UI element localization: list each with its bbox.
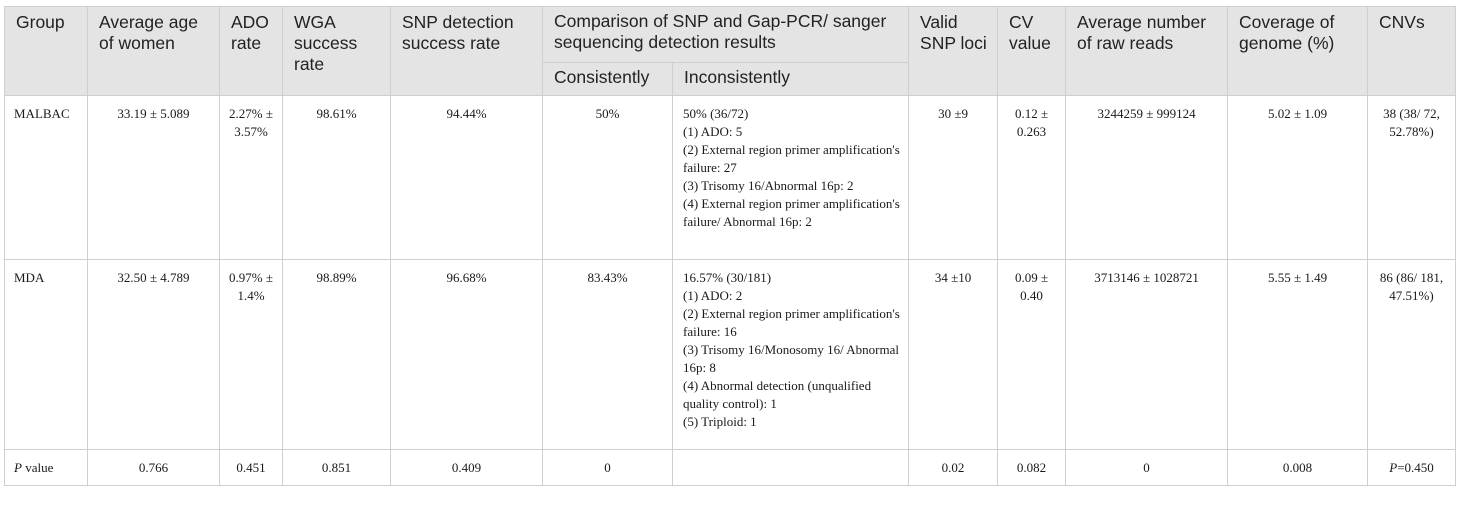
cell-cv: 0.09 ± 0.40 — [998, 260, 1066, 450]
header-snp-detection-rate: SNP detection success rate — [391, 7, 543, 96]
header-group: Group — [5, 7, 88, 96]
cell-wga: 98.89% — [283, 260, 391, 450]
header-wga-success-rate: WGA success rate — [283, 7, 391, 96]
cell-reads: 3244259 ± 999124 — [1066, 96, 1228, 260]
cnvs-p-rest: =0.450 — [1397, 460, 1434, 475]
header-coverage: Coverage of genome (%) — [1228, 7, 1368, 96]
cell-cv: 0.12 ± 0.263 — [998, 96, 1066, 260]
cell-wga: 98.61% — [283, 96, 391, 260]
cell-group: MDA — [5, 260, 88, 450]
p-label-rest: value — [21, 460, 54, 475]
cell-age: 32.50 ± 4.789 — [88, 260, 220, 450]
cell-ado: 0.97% ± 1.4% — [220, 260, 283, 450]
table-container — [4, 6, 1455, 486]
cell-consistently: 0 — [543, 450, 673, 486]
cell-reads: 3713146 ± 1028721 — [1066, 260, 1228, 450]
table-body — [5, 96, 1456, 486]
inconsistency-line: (3) Trisomy 16/Monosomy 16/ Abnormal 16p: 8 — [683, 342, 899, 375]
cell-inconsistently — [673, 260, 909, 450]
inconsistency-line: (1) ADO: 5 — [683, 124, 743, 139]
cell-valid-snp: 34 ±10 — [909, 260, 998, 450]
table-row-mda — [5, 260, 1456, 450]
header-average-age: Average age of women — [88, 7, 220, 96]
header-consistently: Consistently — [543, 63, 673, 96]
inconsistency-line: (4) Abnormal detection (unqualified quality control): 1 — [683, 378, 872, 411]
cell-inconsistently — [673, 96, 909, 260]
cell-coverage: 5.02 ± 1.09 — [1228, 96, 1368, 260]
cell-snp: 94.44% — [391, 96, 543, 260]
cell-cv: 0.082 — [998, 450, 1066, 486]
header-raw-reads: Average number of raw reads — [1066, 7, 1228, 96]
inconsistency-line: (2) External region primer amplification's failure: 27 — [683, 142, 900, 175]
cell-ado: 0.451 — [220, 450, 283, 486]
inconsistency-line: (5) Triploid: 1 — [683, 414, 757, 429]
header-comparison: Comparison of SNP and Gap-PCR/ sanger sequencing detection results — [543, 7, 909, 63]
p-italic: P — [14, 460, 22, 475]
header-inconsistently: Inconsistently — [673, 63, 909, 96]
table-row-malbac — [5, 96, 1456, 260]
table-row-p-value — [5, 450, 1456, 486]
inconsistency-line: 50% (36/72) — [683, 106, 749, 121]
inconsistency-line: 16.57% (30/181) — [683, 270, 772, 285]
header-cv-value: CV value — [998, 7, 1066, 96]
inconsistency-line: (2) External region primer amplification's failure: 16 — [683, 306, 900, 339]
cell-consistently: 50% — [543, 96, 673, 260]
cell-snp: 0.409 — [391, 450, 543, 486]
cell-coverage: 0.008 — [1228, 450, 1368, 486]
cell-valid-snp: 0.02 — [909, 450, 998, 486]
cell-cnvs — [1368, 450, 1456, 486]
header-cnvs: CNVs — [1368, 7, 1456, 96]
cell-wga: 0.851 — [283, 450, 391, 486]
cell-coverage: 5.55 ± 1.49 — [1228, 260, 1368, 450]
cell-snp: 96.68% — [391, 260, 543, 450]
inconsistency-line: (1) ADO: 2 — [683, 288, 743, 303]
header-valid-snp-loci: Valid SNP loci — [909, 7, 998, 96]
cell-age: 0.766 — [88, 450, 220, 486]
table-header — [5, 7, 1456, 96]
p-italic: P — [1389, 460, 1398, 475]
cell-inconsistently — [673, 450, 909, 486]
results-table — [4, 6, 1456, 486]
cell-cnvs: 38 (38/ 72, 52.78%) — [1368, 96, 1456, 260]
cell-reads: 0 — [1066, 450, 1228, 486]
cell-group — [5, 450, 88, 486]
inconsistency-line: (3) Trisomy 16/Abnormal 16p: 2 — [683, 178, 854, 193]
inconsistency-line: (4) External region primer amplification's failure/ Abnormal 16p: 2 — [683, 196, 900, 229]
cell-ado: 2.27% ± 3.57% — [220, 96, 283, 260]
header-ado-rate: ADO rate — [220, 7, 283, 96]
cell-consistently: 83.43% — [543, 260, 673, 450]
cell-age: 33.19 ± 5.089 — [88, 96, 220, 260]
cell-cnvs: 86 (86/ 181, 47.51%) — [1368, 260, 1456, 450]
cell-group: MALBAC — [5, 96, 88, 260]
cell-valid-snp: 30 ±9 — [909, 96, 998, 260]
